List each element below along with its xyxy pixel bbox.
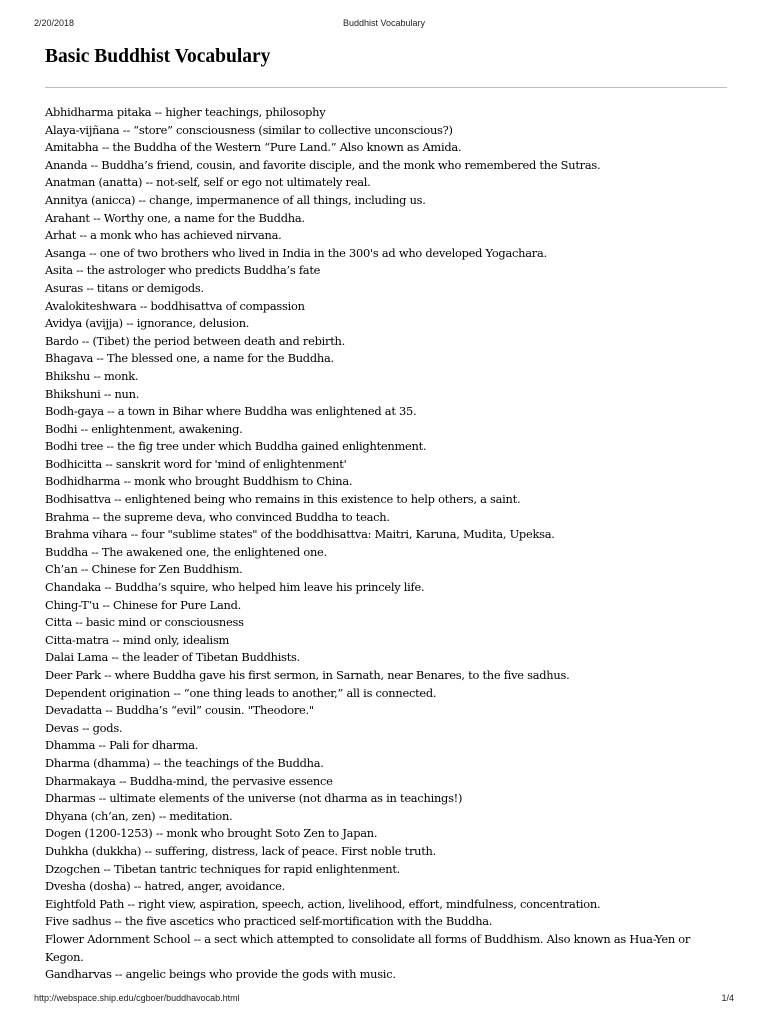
vocabulary-entry: Bodh-gaya -- a town in Bihar where Buddha was enlightened at 35. [45,404,417,419]
vocabulary-entry: Annitya (anicca) -- change, impermanence of all things, including us. [45,192,426,207]
print-url: http://webspace.ship.edu/cgboer/buddhavocab.html [34,993,240,1003]
vocabulary-entry: Alaya-vijñana -- “store” consciousness (similar to collective unconscious?) [45,122,453,137]
vocabulary-entry: Brahma vihara -- four "sublime states" of the boddhisattva: Maitri, Karuna, Mudita, Upeksa. [45,527,555,542]
vocabulary-entry: Dharma (dhamma) -- the teachings of the Buddha. [45,755,324,770]
vocabulary-entry: Eightfold Path -- right view, aspiration, speech, action, livelihood, effort, mindfulness, concentration. [45,896,601,911]
vocabulary-entry: Bodhicitta -- sanskrit word for 'mind of enlightenment' [45,456,347,471]
vocabulary-entry: Bhagava -- The blessed one, a name for the Buddha. [45,351,334,366]
vocabulary-entry: Bodhidharma -- monk who brought Buddhism to China. [45,474,353,489]
vocabulary-entry: Dependent origination -- “one thing leads to another,” all is connected. [45,685,437,700]
vocabulary-entry: Avidya (avijja) -- ignorance, delusion. [45,316,250,331]
vocabulary-entry: Bodhi tree -- the fig tree under which Buddha gained enlightenment. [45,439,427,454]
vocabulary-entry: Five sadhus -- the five ascetics who practiced self-mortification with the Buddha. [45,914,493,929]
print-date: 2/20/2018 [34,18,75,28]
vocabulary-entry: Arahant -- Worthy one, a name for the Buddha. [45,210,305,225]
document-title: Basic Buddhist Vocabulary [45,46,271,67]
print-page-title: Buddhist Vocabulary [342,18,426,28]
vocabulary-entry: Dzogchen -- Tibetan tantric techniques for rapid enlightenment. [45,861,401,876]
vocabulary-entry: Asuras -- titans or demigods. [45,280,204,295]
vocabulary-entry: Anatman (anatta) -- not-self, self or ego not ultimately real. [45,175,371,190]
vocabulary-entry: Ananda -- Buddha’s friend, cousin, and favorite disciple, and the monk who remembered the Sutras. [45,157,601,172]
vocabulary-entry: Abhidharma pitaka -- higher teachings, philosophy [45,105,326,119]
vocabulary-entry: Dhamma -- Pali for dharma. [45,738,199,753]
vocabulary-entry: Avalokiteshwara -- boddhisattva of compassion [45,298,305,313]
print-header [34,18,734,30]
vocabulary-entry: Deer Park -- where Buddha gave his first sermon, in Sarnath, near Benares, to the five sadhus. [45,668,570,682]
vocabulary-entry: Citta-matra -- mind only, idealism [45,632,230,647]
vocabulary-entry: Duhkha (dukkha) -- suffering, distress, lack of peace. First noble truth. [45,843,437,858]
vocabulary-entry: Devadatta -- Buddha’s “evil” cousin. "Theodore." [45,703,314,718]
vocabulary-entry: Bodhisattva -- enlightened being who remains in this existence to help others, a saint. [45,492,521,507]
vocabulary-entry: Devas -- gods. [45,720,123,735]
vocabulary-entry: Asanga -- one of two brothers who lived in India in the 300's ad who developed Yogachara. [45,245,547,260]
print-page-number: 1/4 [721,993,734,1003]
vocabulary-entry: Gandharvas -- angelic beings who provide the gods with music. [45,967,396,982]
vocabulary-entry: Ch’an -- Chinese for Zen Buddhism. [45,562,243,577]
vocabulary-entry: Buddha -- The awakened one, the enlightened one. [45,544,327,559]
vocabulary-entry: Ching-T’u -- Chinese for Pure Land. [45,597,242,612]
vocabulary-entry: Arhat -- a monk who has achieved nirvana. [45,228,282,243]
vocabulary-entry: Chandaka -- Buddha’s squire, who helped him leave his princely life. [45,580,425,595]
vocabulary-entry: Brahma -- the supreme deva, who convinced Buddha to teach. [45,509,390,524]
vocabulary-entry: Bardo -- (Tibet) the period between death and rebirth. [45,333,346,348]
title-divider [45,87,727,88]
vocabulary-entry: Dharmas -- ultimate elements of the universe (not dharma as in teachings!) [45,791,463,806]
vocabulary-entry: Dhyana (ch’an, zen) -- meditation. [45,808,233,823]
vocabulary-entry: Flower Adornment School -- a sect which attempted to consolidate all forms of Buddhism. Also known as Hua-Yen or Kegon. [45,931,691,964]
vocabulary-entry: Dalai Lama -- the leader of Tibetan Buddhists. [45,650,301,665]
vocabulary-list [45,104,727,984]
vocabulary-entry: Citta -- basic mind or consciousness [45,615,244,630]
vocabulary-entry: Amitabha -- the Buddha of the Western “Pure Land.” Also known as Amida. [45,140,462,155]
print-footer [34,993,734,1005]
vocabulary-entry: Dogen (1200-1253) -- monk who brought Soto Zen to Japan. [45,826,378,841]
vocabulary-entry: Dharmakaya -- Buddha-mind, the pervasive essence [45,773,333,788]
vocabulary-entry: Bhikshuni -- nun. [45,386,140,401]
vocabulary-entry: Dvesha (dosha) -- hatred, anger, avoidance. [45,879,286,894]
vocabulary-entry: Bodhi -- enlightenment, awakening. [45,421,243,436]
vocabulary-entry: Bhikshu -- monk. [45,368,139,383]
vocabulary-entry: Asita -- the astrologer who predicts Buddha’s fate [45,263,321,278]
